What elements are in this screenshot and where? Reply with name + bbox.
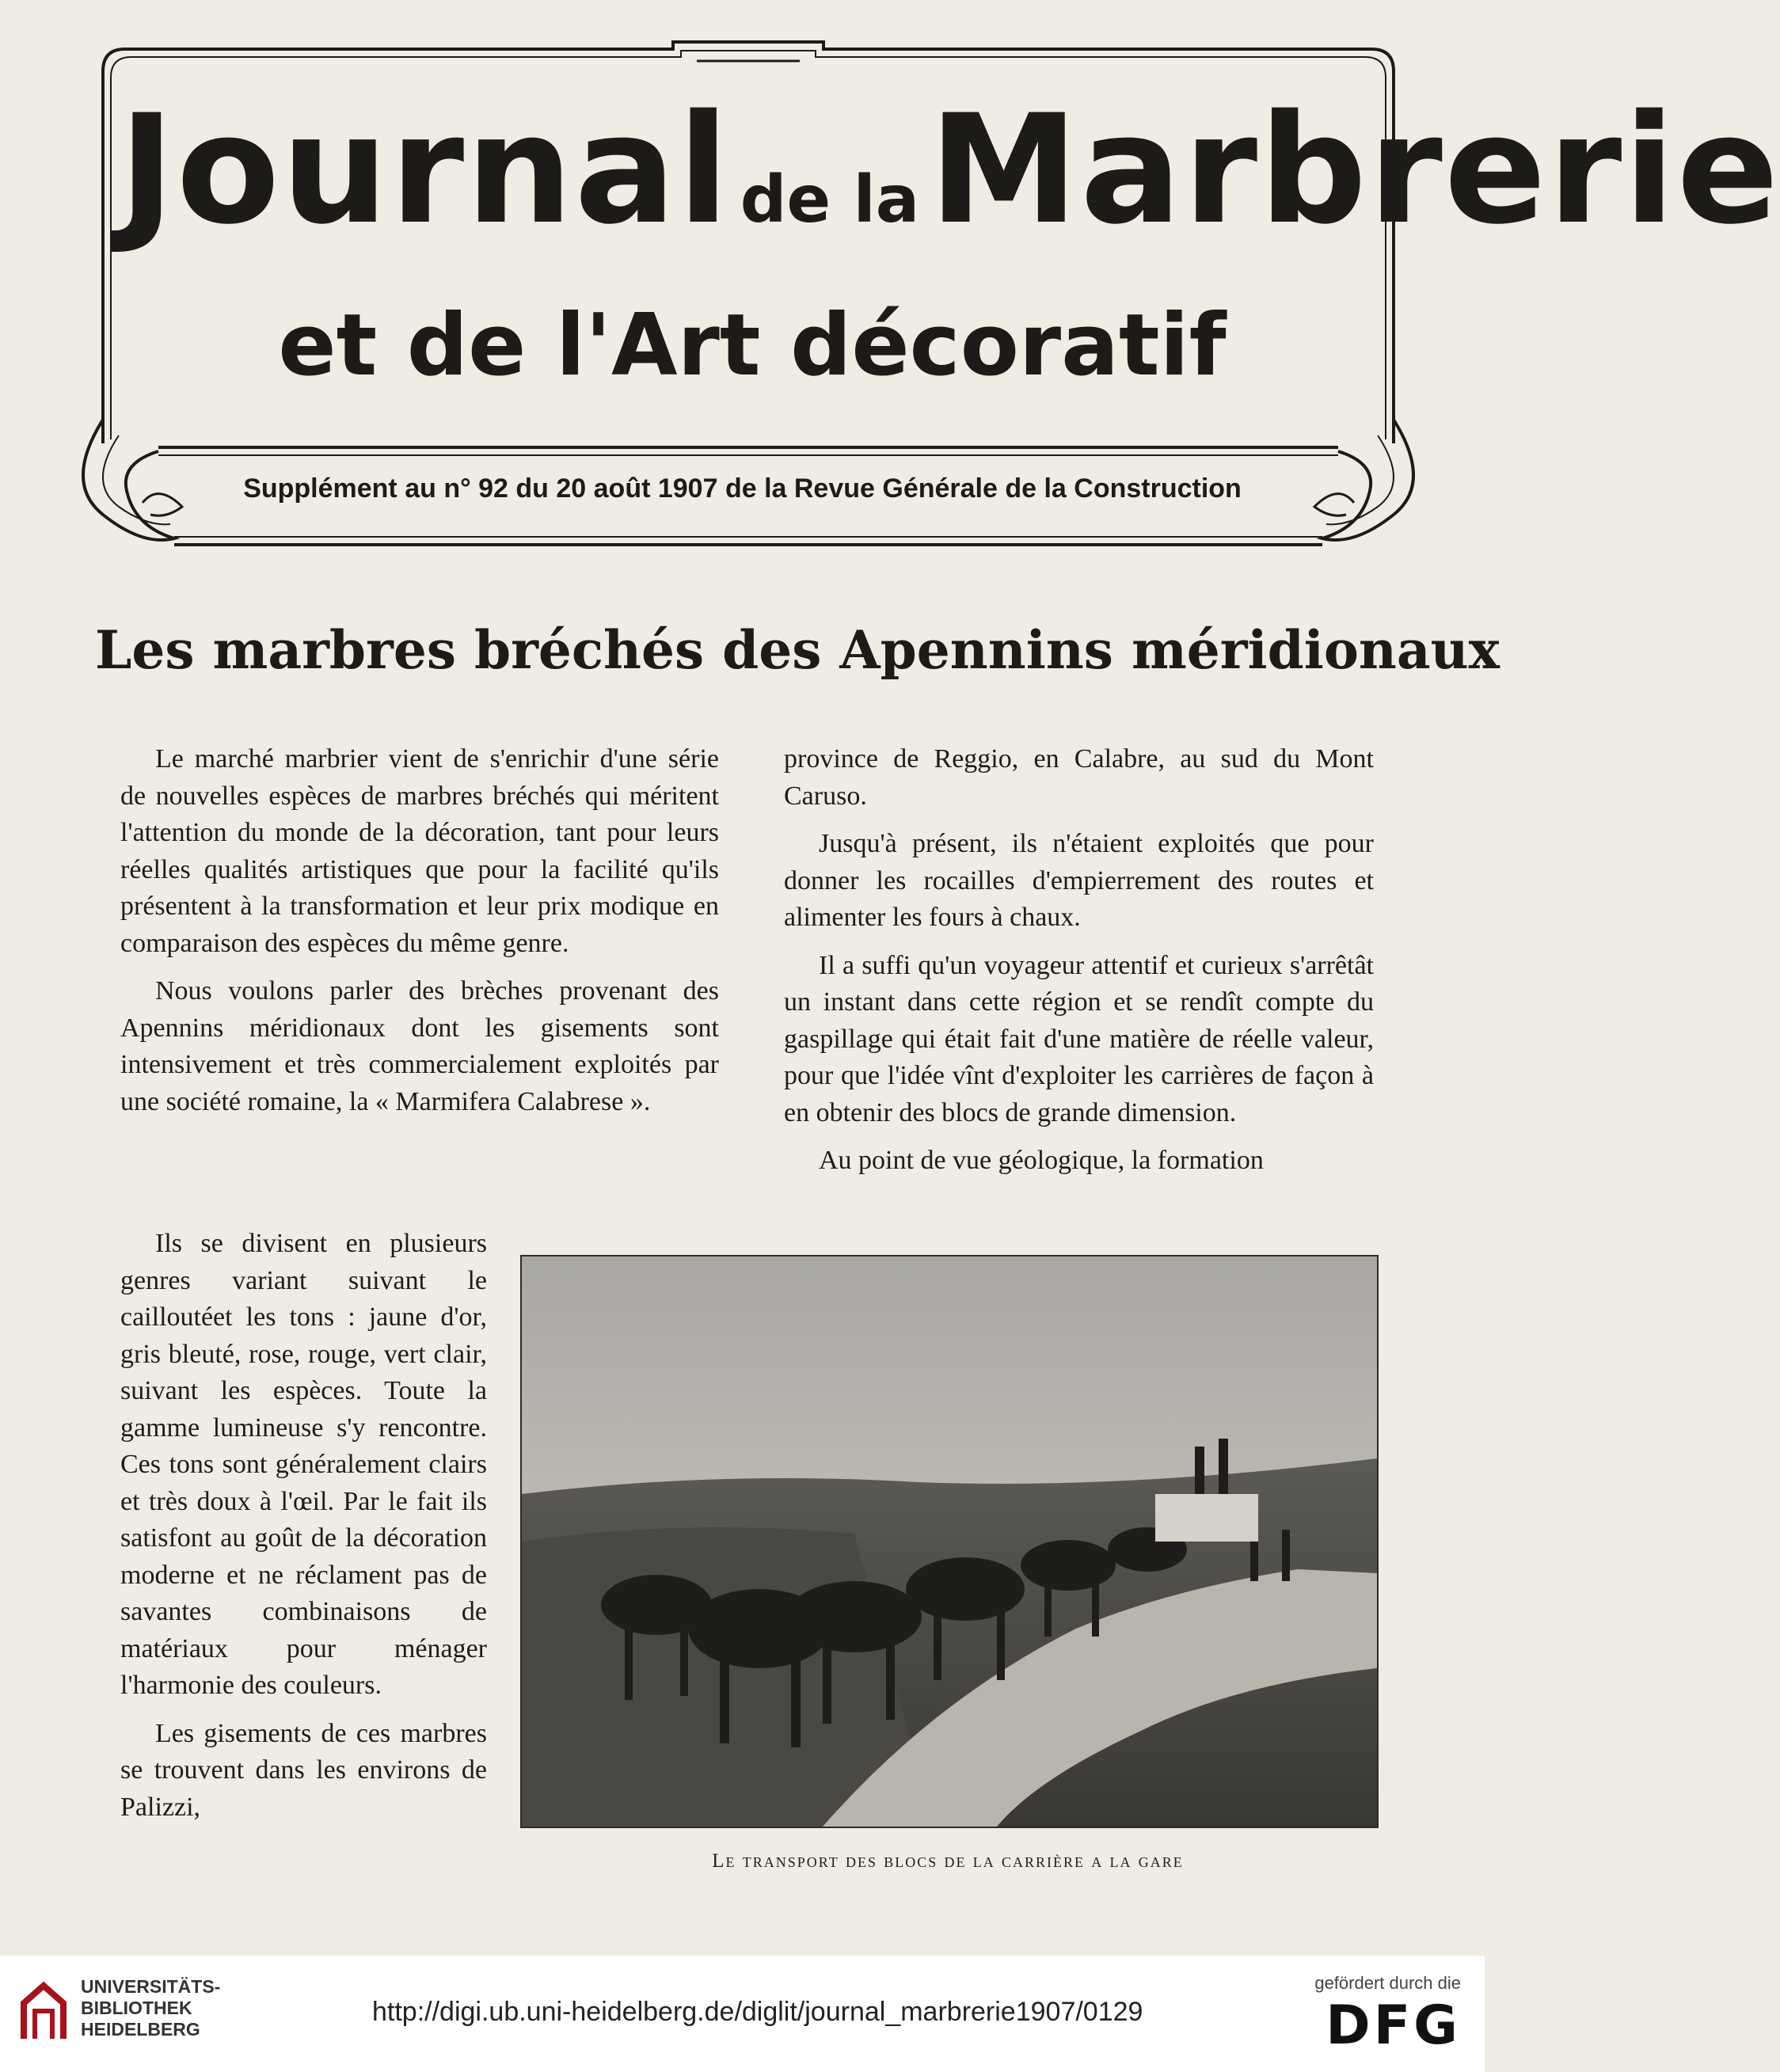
library-name-line: HEIDELBERG: [81, 2019, 200, 2040]
photo-caption: Le transport des blocs de la carrière a la gare: [712, 1850, 1184, 1872]
paragraph: Il a suffi qu'un voyageur attentif et curieux s'arrêtât un instant dans cette région et se rendît compte du gaspillage qui était fait d'une matière de réelle valeur, pour que l'idée vînt d'exploiter les carrières de façon à en obtenir des blocs de grande dimension.: [784, 950, 1374, 1127]
paragraph: Les gisements de ces marbres se trouvent dans les environs de Palizzi,: [120, 1718, 487, 1822]
source-url-link[interactable]: http://digi.ub.uni-heidelberg.de/diglit/journal_marbrerie1907/0129: [372, 1997, 1143, 2027]
masthead-title: [119, 82, 1780, 257]
article-title: Les marbres bréchés des Apennins méridionaux: [95, 619, 1500, 681]
funding-label: gefördert durch die: [1314, 1973, 1461, 1993]
paragraph: Le marché marbrier vient de s'enrichir d'une série de nouvelles espèces de marbres bréchés qui méritent l'attention du monde de la décoration, tant pour leurs réelles qualités artistiques que pour la facilité qu'ils présentent à la transformation et leur prix modique en comparaison des espèces du même genre.: [120, 744, 719, 958]
article-left-column: [120, 741, 719, 1131]
library-name: [81, 1976, 220, 2040]
masthead-title-marbrerie: Marbrerie: [929, 82, 1780, 257]
library-name-line: UNIVERSITÄTS-: [81, 1976, 221, 1997]
paragraph: Ils se divisent en plusieurs genres variant suivant le cailloutéet les tons : jaune d'or, gris bleuté, rose, rouge, vert clair, suivant les espèces. Toute la gamme lumineuse s'y rencontre. Ces tons sont généralement clairs et très doux à l'œil. Par le fait ils satisfont au goût de la décoration moderne et ne réclament pas de savantes combinaisons de matériaux pour ménager l'harmonie des couleurs.: [120, 1229, 487, 1700]
article-left-column-narrow: [120, 1226, 487, 1837]
library-logo-icon: [16, 1979, 71, 2043]
dfg-logo: DFG: [1325, 1994, 1461, 2057]
masthead-title-de-la: de la: [740, 162, 920, 238]
paragraph: Nous voulons parler des brèches provenant des Apennins méridionaux dont les gisements sont intensivement et très commercialement exploités par une société romaine, la « Marmifera Calabrese ».: [120, 976, 719, 1116]
paragraph: Au point de vue géologique, la formation: [819, 1146, 1264, 1175]
masthead-title-journal: Journal: [119, 82, 731, 257]
paragraph: Jusqu'à présent, ils n'étaient exploités que pour donner les rocailles d'empierrement des routes et alimenter les fours à chaux.: [784, 829, 1374, 932]
article-right-column: [784, 741, 1374, 1191]
paragraph-continued: province de Reggio, en Calabre, au sud du Mont Caruso.: [784, 744, 1374, 811]
photograph-oxen-transport: [520, 1255, 1379, 1828]
masthead-subtitle: et de l'Art décoratif: [278, 296, 1227, 395]
supplement-line: Supplément au n° 92 du 20 août 1907 de la Revue Générale de la Construction: [243, 473, 1242, 504]
digitization-footer: [0, 1956, 1485, 2072]
library-name-line: BIBLIOTHEK: [81, 1998, 192, 2018]
